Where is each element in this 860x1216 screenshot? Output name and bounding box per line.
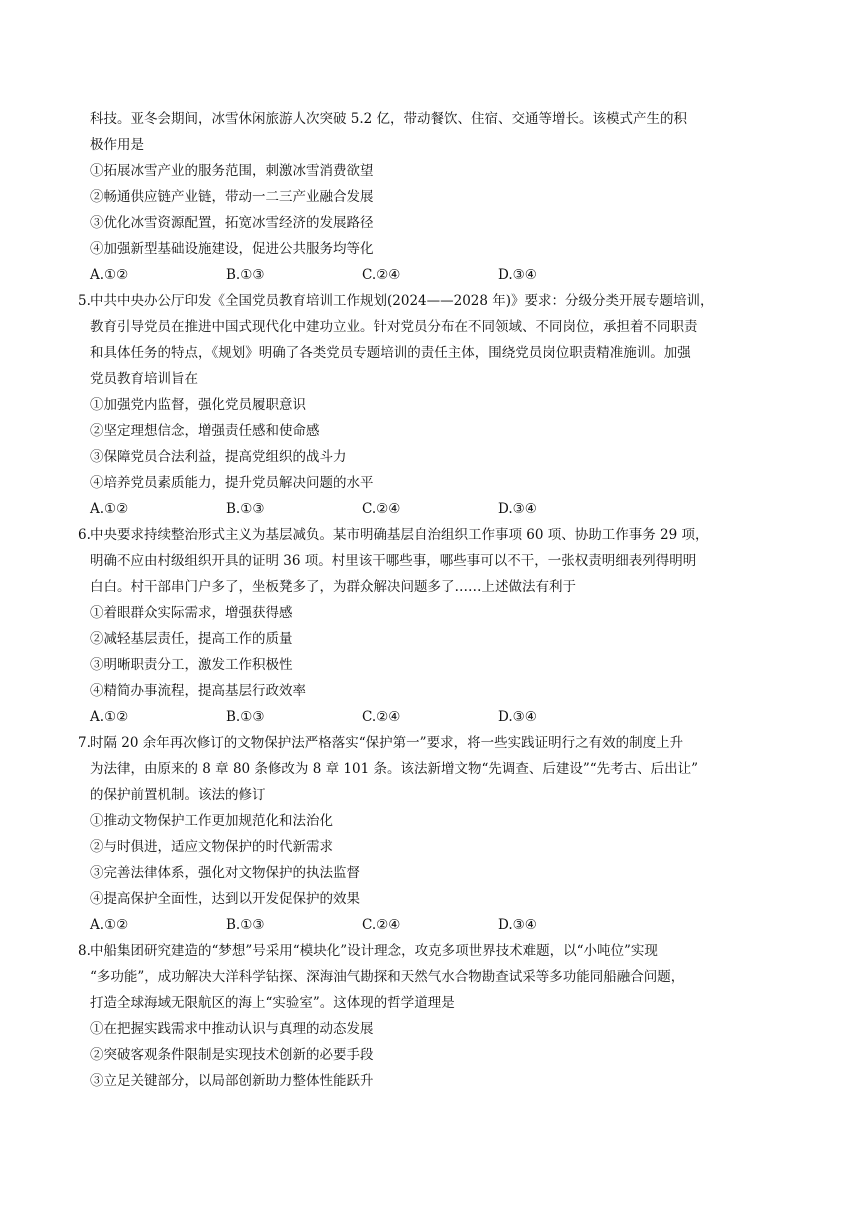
stem-line: 中共中央办公厅印发《全国党员教育培训工作规划(2024——2028 年)》要求：分级分类开展专题培训， bbox=[90, 293, 714, 309]
answer-c: C.②④ bbox=[362, 267, 401, 283]
stem-line: 党员教育培训旨在 bbox=[90, 371, 198, 387]
stem-line: 为法律，由原来的 8 章 80 条修改为 8 章 101 条。该法新增文物“先调查、后建设”“先考古、后出让” bbox=[90, 761, 699, 777]
question-number: 6. bbox=[78, 527, 91, 543]
question-number: 5. bbox=[78, 293, 91, 309]
question-number: 7. bbox=[78, 735, 91, 751]
answer-choices bbox=[90, 704, 790, 730]
stem-line: 中央要求持续整治形式主义为基层减负。某市明确基层自治组织工作事项 60 项、协助工作事务 29 项， bbox=[90, 527, 709, 543]
question-stem bbox=[78, 288, 790, 392]
answer-choices bbox=[90, 496, 790, 522]
option-1: ①加强党内监督，强化党员履职意识 bbox=[90, 397, 306, 413]
option-2: ②突破客观条件限制是实现技术创新的必要手段 bbox=[90, 1047, 374, 1063]
option-3: ③优化冰雪资源配置，拓宽冰雪经济的发展路径 bbox=[90, 215, 374, 231]
option-4: ④精简办事流程，提高基层行政效率 bbox=[90, 683, 306, 699]
question-4-continuation bbox=[90, 106, 790, 288]
stem-line: 和具体任务的特点，《规划》明确了各类党员专题培训的责任主体，围绕党员岗位职责精准施训。加强 bbox=[90, 345, 691, 361]
option-3: ③保障党员合法利益，提高党组织的战斗力 bbox=[90, 449, 347, 465]
answer-b: B.①③ bbox=[226, 709, 265, 725]
answer-a: A.①② bbox=[90, 501, 129, 517]
option-4: ④提高保护全面性，达到以开发促保护的效果 bbox=[90, 891, 360, 907]
option-3: ③立足关键部分，以局部创新助力整体性能跃升 bbox=[90, 1073, 374, 1089]
option-4: ④培养党员素质能力，提升党员解决问题的水平 bbox=[90, 475, 374, 491]
stem-line: 时隔 20 余年再次修订的文物保护法严格落实“保护第一”要求，将一些实践证明行之有效的制度上升 bbox=[90, 735, 684, 751]
stem-line: “多功能”，成功解决大洋科学钻探、深海油气勘探和天然气水合物勘查试采等多功能同船融合问题， bbox=[90, 969, 685, 985]
question-stem bbox=[78, 522, 790, 600]
page-content bbox=[78, 106, 790, 1094]
answer-a: A.①② bbox=[90, 267, 129, 283]
question-5 bbox=[78, 288, 790, 522]
stem-line: 极作用是 bbox=[90, 137, 144, 153]
answer-b: B.①③ bbox=[226, 917, 265, 933]
question-stem bbox=[78, 938, 790, 1016]
option-1: ①拓展冰雪产业的服务范围，刺激冰雪消费欲望 bbox=[90, 163, 374, 179]
option-3: ③完善法律体系，强化对文物保护的执法监督 bbox=[90, 865, 360, 881]
option-2: ②减轻基层责任，提高工作的质量 bbox=[90, 631, 293, 647]
answer-d: D.③④ bbox=[498, 917, 537, 933]
stem-line: 白白。村干部串门户多了，坐板凳多了，为群众解决问题多了……上述做法有利于 bbox=[90, 579, 576, 595]
answer-choices bbox=[90, 912, 790, 938]
answer-d: D.③④ bbox=[498, 501, 537, 517]
answer-c: C.②④ bbox=[362, 917, 401, 933]
stem-line: 教育引导党员在推进中国式现代化中建功立业。针对党员分布在不同领域、不同岗位，承担着不同职责 bbox=[90, 319, 698, 335]
answer-c: C.②④ bbox=[362, 501, 401, 517]
option-2: ②畅通供应链产业链，带动一二三产业融合发展 bbox=[90, 189, 374, 205]
question-7 bbox=[78, 730, 790, 938]
stem-line: 明确不应由村级组织开具的证明 36 项。村里该干哪些事，哪些事可以不干，一张权责明细表列得明明 bbox=[90, 553, 697, 569]
option-3: ③明晰职责分工，激发工作积极性 bbox=[90, 657, 293, 673]
stem-line: 科技。亚冬会期间，冰雪休闲旅游人次突破 5.2 亿，带动餐饮、住宿、交通等增长。该模式产生的积 bbox=[90, 111, 688, 127]
stem-line: 中船集团研究建造的“梦想”号采用“模块化”设计理念，攻克多项世界技术难题，以“小吨位”实现 bbox=[90, 943, 658, 959]
question-6 bbox=[78, 522, 790, 730]
option-1: ①着眼群众实际需求，增强获得感 bbox=[90, 605, 293, 621]
answer-d: D.③④ bbox=[498, 709, 537, 725]
answer-choices bbox=[90, 262, 790, 288]
option-1: ①在把握实践需求中推动认识与真理的动态发展 bbox=[90, 1021, 374, 1037]
stem-line: 的保护前置机制。该法的修订 bbox=[90, 787, 266, 803]
question-number: 8. bbox=[78, 943, 91, 959]
answer-d: D.③④ bbox=[498, 267, 537, 283]
question-8 bbox=[78, 938, 790, 1094]
answer-b: B.①③ bbox=[226, 501, 265, 517]
option-2: ②与时俱进，适应文物保护的时代新需求 bbox=[90, 839, 333, 855]
answer-a: A.①② bbox=[90, 917, 129, 933]
answer-a: A.①② bbox=[90, 709, 129, 725]
answer-b: B.①③ bbox=[226, 267, 265, 283]
stem-line: 打造全球海域无限航区的海上“实验室”。这体现的哲学道理是 bbox=[90, 995, 455, 1011]
option-1: ①推动文物保护工作更加规范化和法治化 bbox=[90, 813, 333, 829]
answer-c: C.②④ bbox=[362, 709, 401, 725]
option-4: ④加强新型基础设施建设，促进公共服务均等化 bbox=[90, 241, 374, 257]
question-stem bbox=[78, 730, 790, 808]
option-2: ②坚定理想信念，增强责任感和使命感 bbox=[90, 423, 320, 439]
